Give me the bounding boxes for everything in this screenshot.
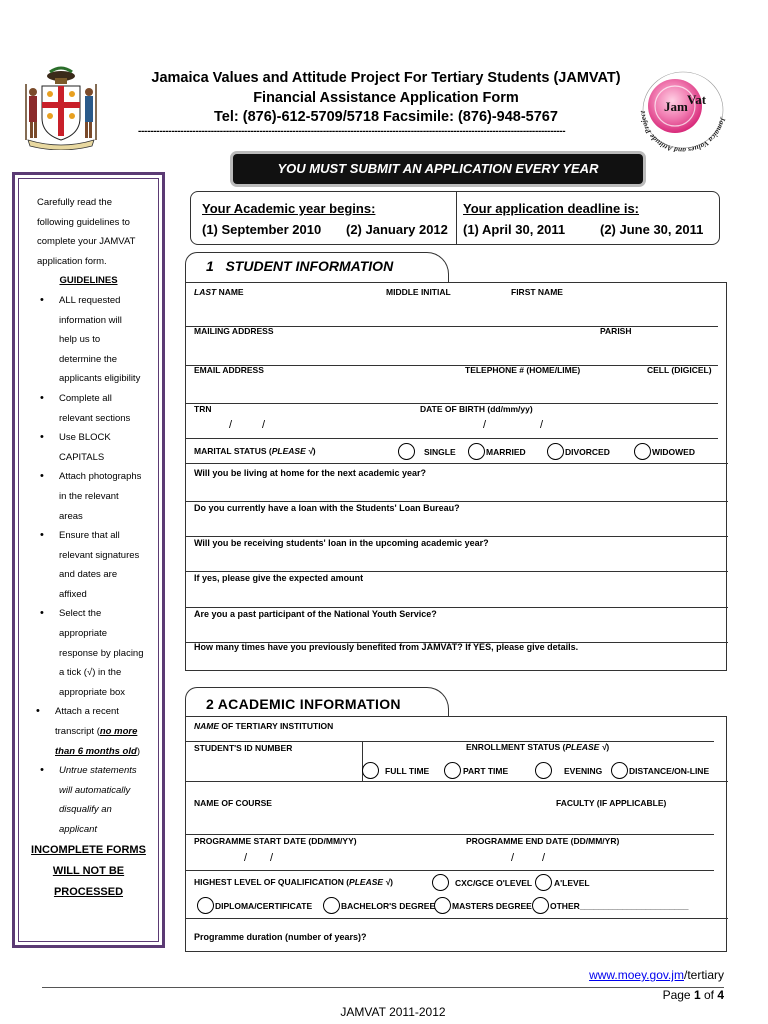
question-upcoming-loan: Will you be receiving students' loan in the upcoming academic year?: [194, 538, 489, 548]
question-expected-amount: If yes, please give the expected amount: [194, 573, 364, 583]
dates-box: [190, 191, 720, 245]
bachelors-label: BACHELOR'S DEGREE: [341, 901, 436, 911]
parish-label: PARISH: [600, 326, 632, 336]
single-radio[interactable]: [398, 443, 415, 460]
course-name-label: NAME OF COURSE: [194, 798, 272, 808]
guideline-item: • Complete all relevant sections: [37, 389, 152, 428]
footer-document-title: JAMVAT 2011-2012: [340, 1005, 446, 1019]
distance-online-label: DISTANCE/ON-LINE: [629, 766, 710, 776]
marital-status-label: MARITAL STATUS (PLEASE √): [194, 446, 316, 456]
divorced-label: DIVORCED: [565, 447, 610, 457]
widowed-label: WIDOWED: [652, 447, 695, 457]
jamvat-logo: [625, 68, 741, 152]
header-separator: ---------------------------------------------------------------------------------------------------------------------------------------------: [138, 126, 566, 137]
guideline-item-transcript: • Attach a recent transcript (no more than 6 months old): [33, 702, 152, 761]
deadline-option-1: (1) April 30, 2011: [463, 222, 566, 237]
coat-of-arms-icon: [20, 64, 102, 150]
cell-label: CELL (DIGICEL): [647, 365, 712, 375]
programme-duration-label: Programme duration (number of years)?: [194, 932, 367, 942]
diploma-label: DIPLOMA/CERTIFICATE: [215, 901, 313, 911]
deadline-heading: Your application deadline is:: [463, 201, 640, 216]
programme-start-label: PROGRAMME START DATE (DD/MM/YY): [194, 836, 357, 846]
footer-url: www.moey.gov.jm/tertiary: [589, 968, 724, 982]
part-time-radio[interactable]: [444, 762, 461, 779]
section2-tab: [185, 687, 449, 717]
guideline-item-untrue: • Untrue statements will automatically disqualify an applicant: [37, 761, 152, 839]
guidelines-panel: [12, 172, 165, 948]
married-radio[interactable]: [468, 443, 485, 460]
dob-label: DATE OF BIRTH (dd/mm/yy): [420, 404, 533, 414]
annual-submission-notice: YOU MUST SUBMIT AN APPLICATION EVERY YEAR: [233, 154, 643, 184]
first-name-label: FIRST NAME: [511, 287, 563, 297]
footer-divider: [42, 987, 724, 988]
academic-information-section: NAME OF TERTIARY INSTITUTION STUDENT'S ID NUMBER ENROLLMENT STATUS (PLEASE √) FULL TIME PART TIME EVENING DISTANCE/ON-LINE NAME OF COURSE FACULTY (IF APPLICABLE) PROGRAMME START DATE (DD/MM/YY) PROGRAMME END DATE (DD/MM/YR) / / / / HIGHEST LEVEL OF QUALIFICATION (PLEASE √) CXC/GCE O'LEVEL A'LEVEL DIPLOMA/CERTIFICATE BACHELOR'S DEGREE MASTERS DEGREE OTHER_______________________ Programme duration (number of years)?: [185, 716, 727, 952]
alevel-label: A'LEVEL: [554, 878, 590, 888]
incomplete-warning-3: PROCESSED: [53, 885, 124, 898]
evening-radio[interactable]: [535, 762, 552, 779]
diploma-radio[interactable]: [197, 897, 214, 914]
guidelines-list: [37, 291, 152, 840]
programme-end-label: PROGRAMME END DATE (DD/MM/YR): [466, 836, 620, 846]
question-jamvat-benefit: How many times have you previously benefited from JAMVAT? If YES, please give details.: [194, 642, 579, 652]
highest-qualification-label: HIGHEST LEVEL OF QUALIFICATION (PLEASE √): [194, 877, 393, 887]
section1-title: 1 STUDENT INFORMATION: [206, 258, 394, 274]
guideline-item: • Select the appropriate response by placing a tick (√) in the appropriate box: [37, 604, 152, 702]
faculty-label: FACULTY (IF APPLICABLE): [556, 798, 667, 808]
guidelines-intro-4: application form.: [37, 255, 107, 267]
masters-radio[interactable]: [434, 897, 451, 914]
student-id-label: STUDENT'S ID NUMBER: [194, 743, 293, 753]
other-radio[interactable]: [532, 897, 549, 914]
question-current-loan: Do you currently have a loan with the Students' Loan Bureau?: [194, 503, 460, 513]
guideline-item: • Ensure that all relevant signatures and dates are affixed: [37, 526, 152, 604]
mailing-address-label: MAILING ADDRESS: [194, 326, 274, 336]
guideline-item: • ALL requested information will help us to determine the applicants eligibility: [37, 291, 152, 389]
full-time-radio[interactable]: [362, 762, 379, 779]
header-subtitle: Financial Assistance Application Form: [253, 90, 519, 106]
student-information-section: LAST NAME MIDDLE INITIAL FIRST NAME MAILING ADDRESS PARISH EMAIL ADDRESS TELEPHONE # (HOME/LIME) CELL (DIGICEL) TRN DATE OF BIRTH (dd/mm/yy) / / / / MARITAL STATUS (PLEASE √) SINGLE MARRIED DIVORCED WIDOWED Will you be living at home for the next academic year? Do you currently have a loan with the Students' Loan Bureau? Will you be receiving students' loan in the upcoming academic year? If yes, please give the expected amount Are you a past participant of the National Youth Service? How many times have you previously benefited from JAMVAT? If YES, please give details.: [185, 282, 727, 671]
guidelines-intro-3: complete your JAMVAT: [37, 236, 136, 248]
page-number: Page 1 of 4: [662, 988, 724, 1002]
institution-label: NAME OF TERTIARY INSTITUTION: [194, 721, 334, 731]
academic-option-2: (2) January 2012: [346, 222, 448, 237]
telephone-label: TELEPHONE # (HOME/LIME): [465, 365, 581, 375]
enrollment-status-label: ENROLLMENT STATUS (PLEASE √): [466, 742, 610, 752]
cxc-olevel-label: CXC/GCE O'LEVEL: [455, 878, 533, 888]
guideline-item: • Use BLOCK CAPITALS: [37, 428, 152, 467]
single-label: SINGLE: [424, 447, 456, 457]
evening-label: EVENING: [564, 766, 603, 776]
deadline-option-2: (2) June 30, 2011: [600, 222, 704, 237]
svg-text:Jam: Jam: [664, 99, 688, 114]
last-name-label: LAST NAME: [194, 287, 244, 297]
trn-label: TRN: [194, 404, 212, 414]
bachelors-radio[interactable]: [323, 897, 340, 914]
incomplete-warning-2: WILL NOT BE: [52, 864, 125, 877]
moey-link[interactable]: www.moey.gov.jm: [589, 968, 684, 982]
svg-text:Vat: Vat: [687, 92, 707, 107]
header-title: Jamaica Values and Attitude Project For Tertiary Students (JAMVAT): [151, 70, 621, 86]
divorced-radio[interactable]: [547, 443, 564, 460]
guidelines-heading: GUIDELINES: [59, 275, 118, 287]
guidelines-intro-2: following guidelines to: [37, 216, 130, 228]
widowed-radio[interactable]: [634, 443, 651, 460]
logo-ring-text: Jamaica Values and Attitude Project: [637, 110, 728, 152]
cxc-olevel-radio[interactable]: [432, 874, 449, 891]
question-living-home: Will you be living at home for the next academic year?: [194, 468, 426, 478]
married-label: MARRIED: [486, 447, 526, 457]
academic-year-heading: Your Academic year begins:: [202, 201, 376, 216]
guidelines-intro-1: Carefully read the: [37, 197, 112, 208]
email-address-label: EMAIL ADDRESS: [194, 365, 264, 375]
header-contact: Tel: (876)-612-5709/5718 Facsimile: (876)-948-5767: [214, 109, 558, 125]
full-time-label: FULL TIME: [385, 766, 430, 776]
incomplete-warning-1: INCOMPLETE FORMS: [31, 843, 146, 856]
guideline-item: • Attach photographs in the relevant areas: [37, 467, 152, 526]
question-nys-participant: Are you a past participant of the National Youth Service?: [194, 609, 437, 619]
section2-title: 2 ACADEMIC INFORMATION: [206, 696, 401, 712]
distance-online-radio[interactable]: [611, 762, 628, 779]
masters-label: MASTERS DEGREE: [452, 901, 532, 911]
alevel-radio[interactable]: [535, 874, 552, 891]
section1-tab: [185, 252, 449, 282]
academic-option-1: (1) September 2010: [202, 222, 322, 237]
other-label: OTHER_______________________: [550, 901, 689, 911]
part-time-label: PART TIME: [463, 766, 509, 776]
jamvat-logo-icon: [625, 68, 741, 152]
middle-initial-label: MIDDLE INITIAL: [386, 287, 451, 297]
